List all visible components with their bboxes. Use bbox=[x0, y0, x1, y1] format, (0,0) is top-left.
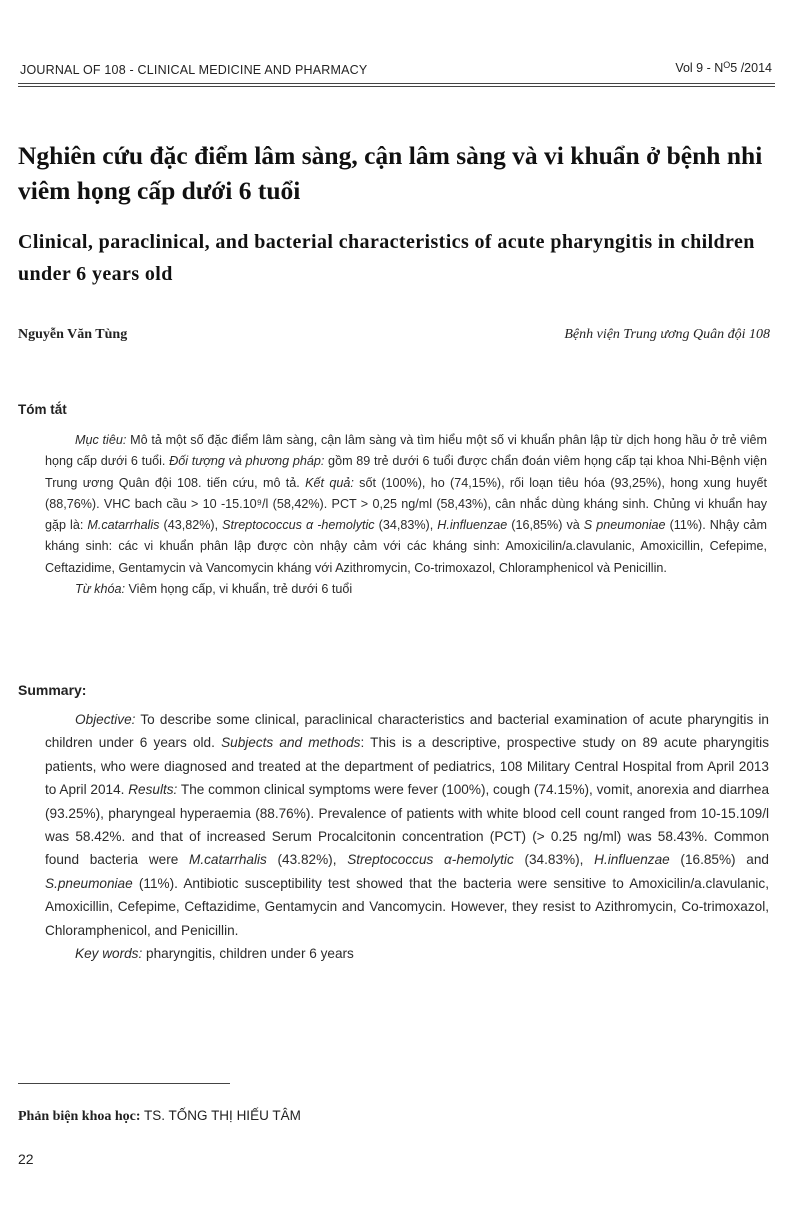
abstract-vi-heading: Tóm tắt bbox=[18, 402, 67, 417]
abstract-vi-results-label: Kết quả: bbox=[305, 475, 354, 490]
abstract-vi-bacteria-1: M.catarrhalis bbox=[87, 518, 160, 533]
abstract-en-methods-text: : This is a descriptive, prospective study on 89 acute pharyngitis patients, who were diagnosed and treated at the department of pediatrics, 108 Military Central Hospital from April 2013 to April 2014. bbox=[45, 735, 769, 798]
title-vietnamese: Nghiên cứu đặc điểm lâm sàng, cận lâm sàng và vi khuẩn ở bệnh nhi viêm họng cấp dưới 6 tuổi bbox=[18, 141, 763, 205]
reviewer-name: TS. TỐNG THỊ HIẾU TÂM bbox=[140, 1108, 301, 1123]
abstract-vi-methods-label: Đối tượng và phương pháp: bbox=[169, 454, 325, 469]
reviewer-note bbox=[18, 1108, 301, 1125]
author-affiliation: Bệnh viện Trung ương Quân đội 108 bbox=[564, 327, 770, 342]
abstract-en-heading: Summary: bbox=[18, 682, 87, 698]
abstract-en-body bbox=[45, 708, 769, 965]
footnote-rule bbox=[18, 1083, 230, 1084]
abstract-en-text-3: (16.85%) and bbox=[669, 852, 769, 868]
abstract-en-methods-label: Subjects and methods bbox=[221, 735, 361, 751]
volume-prefix: Vol 9 - N bbox=[675, 61, 724, 75]
page-number: 22 bbox=[18, 1151, 34, 1167]
journal-name: JOURNAL OF 108 - CLINICAL MEDICINE AND PHARMACY bbox=[20, 63, 368, 77]
abstract-vi-text-4: (11%). Nhậy cảm kháng sinh: các vi khuẩn phân lập được còn nhậy cảm với các kháng sinh: Amoxicilin/a.clavulanic, Amoxicillin, Cefepime, Ceftazidime, Gentamycin và Vancomycin kháng với Azithromycin, Co-trimoxazol, Chloramphenicol và Penicillin. bbox=[45, 518, 767, 575]
abstract-vi-results-text: sốt (100%), ho (74,15%), rối loạn tiêu hóa (93,25%), hong xung huyết (88,76%). VHC bach cầu > 10 -15.10⁹/l (58,42%). PCT > 0,25 ng/ml (58,43%), cân nhắc dùng kháng sinh. Chủng vi khuẩn hay gặp là: bbox=[45, 475, 767, 533]
abstract-vi-keywords-label: Từ khóa: bbox=[75, 582, 125, 597]
abstract-vi-objective-text: Mô tả một số đặc điểm lâm sàng, cận lâm sàng và tìm hiểu một số vi khuẩn phân lập từ dịch hong hầu ở trẻ viêm họng cấp dưới 6 tuổi. bbox=[45, 433, 767, 469]
header-rule-bottom bbox=[18, 86, 775, 87]
abstract-en-keywords-text: pharyngitis, children under 6 years bbox=[142, 946, 354, 962]
abstract-vi-bacteria-2: Streptococcus α -hemolytic bbox=[222, 518, 375, 533]
abstract-vi-text-2: (34,83%), bbox=[374, 518, 438, 533]
author-name: Nguyễn Văn Tùng bbox=[18, 327, 128, 342]
abstract-en-text-1: (43.82%), bbox=[266, 852, 348, 868]
abstract-en-text-4: (11%). Antibiotic susceptibility test showed that the bacteria were sensitive to Amoxicilin/a.clavulanic, Amoxicillin, Cefepime, Ceftazidime, Gentamycin and Vancomycin. However, they resist to Azithromycin, Co-trimoxazol, Chloramphenicol, and Penicillin. bbox=[45, 875, 769, 938]
abstract-en-keywords-label: Key words: bbox=[75, 946, 143, 962]
abstract-en-results-text: The common clinical symptoms were fever (100%), cough (74.15%), vomit, anorexia and diarrhea (93.25%), pharyngeal hyperaemia (88.76%). Prevalence of patients with white blood cell count ranged from 10-15.109/l was 58.42%. and that of increased Serum Procalcitonin concentration (PCT) (> 0.25 ng/ml) was 58.43%. Common found bacteria were bbox=[45, 782, 769, 868]
abstract-en-objective-label: Objective: bbox=[75, 712, 136, 727]
abstract-en-bacteria-4: S.pneumoniae bbox=[45, 875, 133, 891]
volume-superscript: O bbox=[723, 60, 731, 70]
abstract-en-bacteria-1: M.catarrhalis bbox=[189, 852, 267, 868]
abstract-vi-text-1: (43,82%), bbox=[159, 518, 223, 533]
abstract-en-results-label: Results: bbox=[128, 782, 178, 798]
abstract-vi-body bbox=[45, 430, 767, 600]
abstract-en-bacteria-2: Streptococcus α-hemolytic bbox=[347, 852, 514, 868]
volume-issue bbox=[675, 60, 772, 75]
title-english: Clinical, paraclinical, and bacterial characteristics of acute pharyngitis in children under 6 years old bbox=[18, 231, 755, 285]
abstract-en-objective-text: To describe some clinical, paraclinical characteristics and bacterial examination of acute pharyngitis in children under 6 years old. bbox=[45, 712, 769, 751]
abstract-vi-bacteria-4: S pneumoniae bbox=[583, 518, 666, 533]
reviewer-label: Phản biện khoa học: bbox=[18, 1109, 141, 1124]
abstract-vi-objective-label: Mục tiêu: bbox=[75, 433, 127, 447]
abstract-en-text-2: (34.83%), bbox=[513, 852, 595, 868]
abstract-vi-bacteria-3: H.influenzae bbox=[437, 518, 508, 533]
abstract-vi-text-3: (16,85%) và bbox=[507, 518, 584, 533]
abstract-en-bacteria-3: H.influenzae bbox=[594, 852, 670, 868]
abstract-vi-keywords-text: Viêm họng cấp, vi khuẩn, trẻ dưới 6 tuổi bbox=[124, 582, 353, 597]
abstract-vi-methods-text: gồm 89 trẻ dưới 6 tuổi được chẩn đoán viêm họng cấp tại khoa Nhi-Bệnh viện Trung ương Quân đội 108. tiến cứu, mô tả. bbox=[45, 454, 767, 490]
header-rule-top bbox=[18, 83, 775, 84]
volume-suffix: 5 /2014 bbox=[730, 61, 772, 75]
